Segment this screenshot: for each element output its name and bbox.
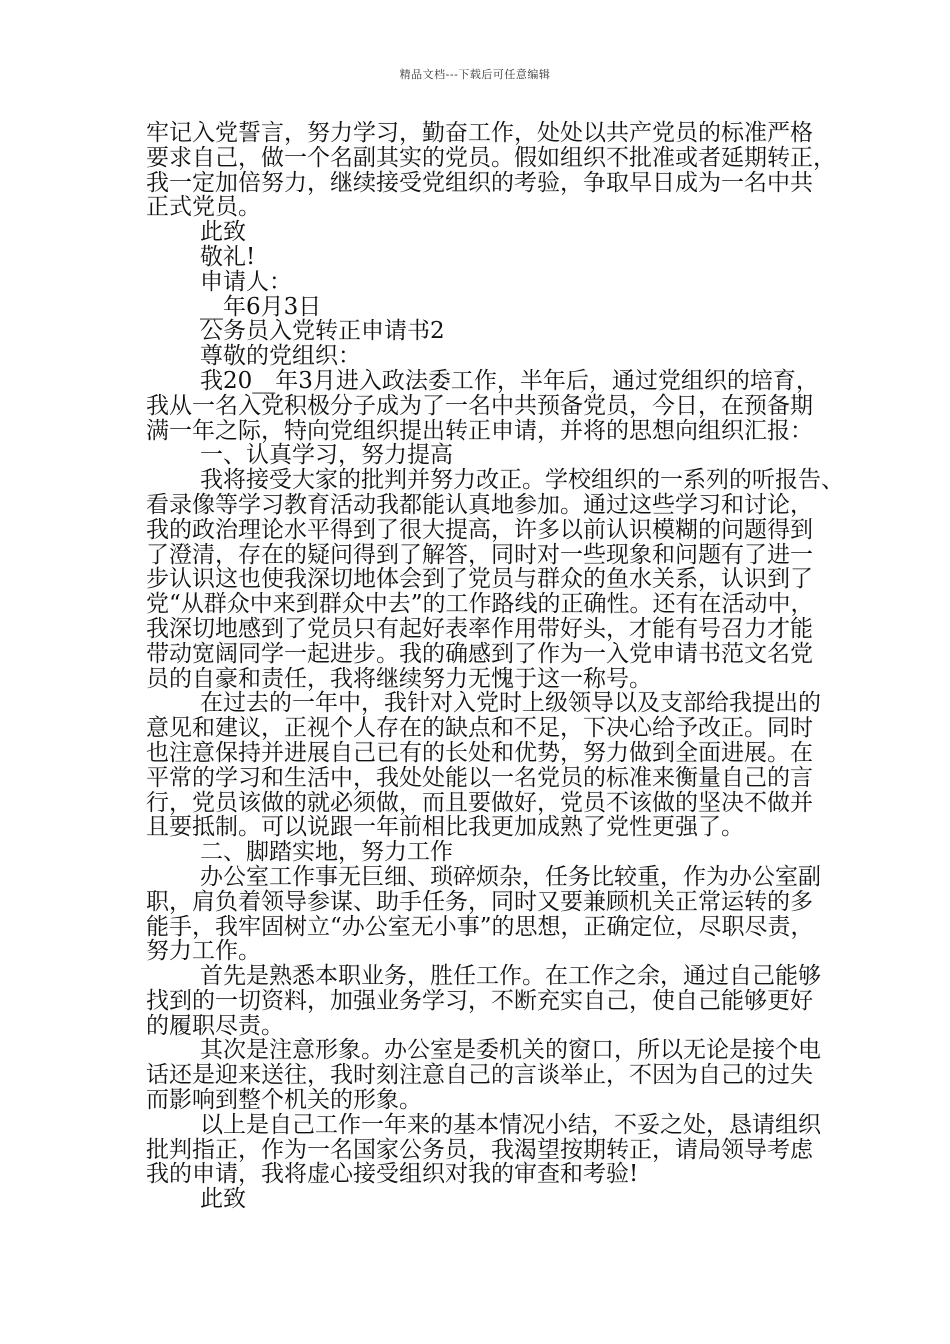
text-line: 以上是自己工作一年来的基本情况小结，不妥之处，恳请组织 (200, 1111, 821, 1138)
text-line: 要求自己，做一个名副其实的党员。假如组织不批准或者延期转正， (146, 144, 836, 171)
text-line: 我的申请，我将虚心接受组织对我的审查和考验! (146, 1161, 639, 1188)
text-line: 此致 (200, 1186, 246, 1213)
text-line: 办公室工作事无巨细、琐碎烦杂，任务比较重，作为办公室副 (200, 863, 821, 890)
text-line: 党“从群众中来到群众中去”的工作路线的正确性。还有在活动中， (146, 591, 814, 618)
document-body (146, 120, 844, 1213)
paragraph (146, 443, 813, 468)
text-line: 看录像等学习教育活动我都能认真地参加。通过这些学习和讨论， (146, 491, 813, 518)
text-line: 我20__年3月进入政法委工作，半年后，通过党组织的培育， (200, 367, 819, 394)
text-line: 牢记入党誓言，努力学习，勤奋工作，处处以共产党员的标准严格 (146, 120, 813, 146)
paragraph (146, 220, 813, 245)
text-line: 在过去的一年中，我针对入党时上级领导以及支部给我提出的 (200, 690, 821, 717)
text-line: 二、脚踏实地，努力工作 (200, 839, 453, 866)
text-line: 行，党员该做的就必须做，而且要做好，党员不该做的坚决不做并 (146, 789, 813, 816)
text-line: 带动宽阔同学一起进步。我的确感到了作为一入党申请书范文名党 (146, 640, 813, 667)
text-line: 努力工作。 (146, 938, 261, 965)
paragraph (146, 270, 813, 295)
paragraph (146, 245, 813, 270)
text-line: __年6月3日 (200, 293, 322, 320)
text-line: 首先是熟悉本职业务，胜任工作。在工作之余，通过自己能够 (200, 963, 821, 990)
text-line: 意见和建议，正视个人存在的缺点和不足，下决心给予改正。同时 (146, 715, 813, 742)
text-line: 员的自豪和责任，我将继续努力无愧于这一称号。 (146, 665, 652, 692)
text-line: 话还是迎来送往，我时刻注意自己的言谈举止，不因为自己的过失 (146, 1062, 813, 1089)
text-line: 尊敬的党组织： (200, 343, 361, 370)
text-line: 其次是注意形象。办公室是委机关的窗口，所以无论是接个电 (200, 1037, 821, 1064)
paragraph (146, 840, 813, 865)
paragraph (146, 963, 821, 1039)
text-line: 平常的学习和生活中，我处处能以一名党员的标准来衡量自己的言 (146, 764, 813, 791)
paragraph (146, 120, 836, 221)
paragraph (146, 344, 813, 369)
text-line: 我将接受大家的批判并努力改正。学校组织的一系列的听报告、 (200, 467, 844, 494)
text-line: 找到的一切资料，加强业务学习，不断充实自己，使自己能够更好 (146, 987, 813, 1014)
text-line: 申请人： (200, 268, 292, 295)
text-line: 步认识这也使我深切地体会到了党员与群众的鱼水关系，认识到了 (146, 566, 813, 593)
text-line: 敬礼! (200, 243, 256, 270)
paragraph (146, 295, 813, 320)
paragraph (146, 863, 821, 965)
text-line: 我一定加倍努力，继续接受党组织的考验，争取早日成为一名中共 (146, 169, 813, 196)
text-line: 且要抵制。可以说跟一年前相比我更加成熟了党性更强了。 (146, 814, 744, 841)
text-line: 一、认真学习，努力提高 (200, 442, 453, 469)
text-line: 能手，我牢固树立“办公室无小事”的思想，正确定位，尽职尽责， (146, 913, 814, 940)
text-line: 满一年之际，特向党组织提出转正申请，并将的思想向组织汇报： (146, 417, 813, 444)
paragraph (146, 690, 821, 841)
text-line: 的履职尽责。 (146, 1012, 284, 1039)
text-line: 我深切地感到了党员只有起好表率作用带好头，才能有号召力才能 (146, 615, 813, 642)
text-line: 我从一名入党积极分子成为了一名中共预备党员，今日，在预备期 (146, 392, 813, 419)
paragraph (146, 319, 813, 344)
text-line: 而影响到整个机关的形象。 (146, 1087, 422, 1114)
paragraph (146, 1037, 821, 1114)
text-line: 我的政治理论水平得到了很大提高，许多以前认识模糊的问题得到 (146, 516, 813, 543)
paragraph (146, 467, 844, 692)
text-line: 此致 (200, 219, 246, 246)
text-line: 了澄清，存在的疑问得到了解答，同时对一些现象和问题有了进一 (146, 541, 813, 568)
text-line: 职，肩负着领导参谋、助手任务，同时又要兼顾机关正常运转的多 (146, 888, 813, 915)
paragraph (146, 367, 819, 444)
page-header: 精品文档---下载后可任意编辑 (399, 68, 551, 81)
text-line: 公务员入党转正申请书2 (200, 318, 445, 345)
paragraph (146, 1111, 821, 1188)
text-line: 正式党员。 (146, 194, 261, 221)
text-line: 也注意保持并进展自己已有的长处和优势，努力做到全面进展。在 (146, 739, 813, 766)
paragraph (146, 1187, 813, 1212)
text-line: 批判指正，作为一名国家公务员，我渴望按期转正，请局领导考虑 (146, 1136, 813, 1163)
